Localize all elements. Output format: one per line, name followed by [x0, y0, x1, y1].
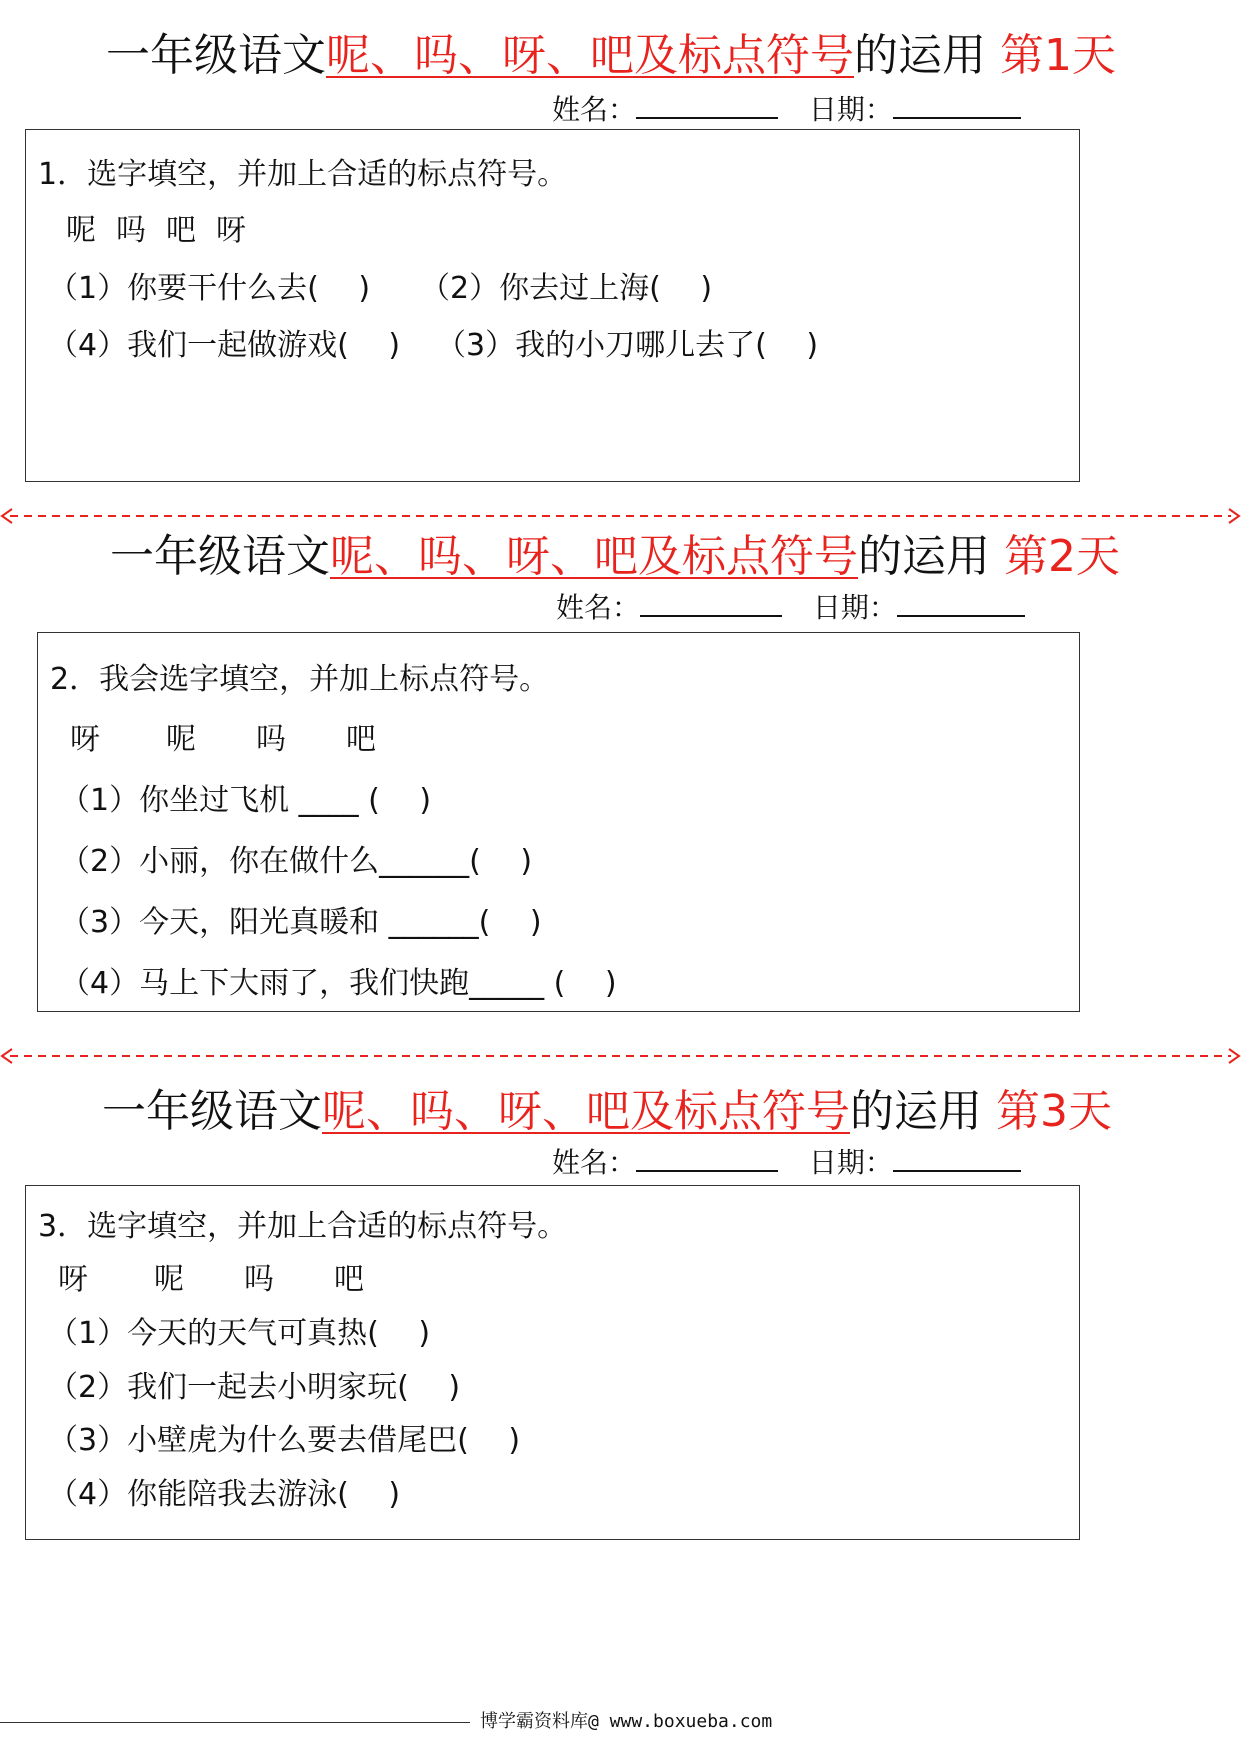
- word-choice: 呀: [70, 722, 100, 757]
- date-field[interactable]: [893, 1169, 1021, 1172]
- name-label: 姓名：: [552, 93, 637, 126]
- exercise-item: （2）你去过上海( ): [420, 271, 713, 306]
- word-choices: [58, 1260, 364, 1300]
- exercise-item: （4）我们一起做游戏( ): [48, 328, 401, 363]
- name-label: 姓名：: [552, 1146, 637, 1179]
- exercise-item: （3）我的小刀哪儿去了( ): [436, 328, 819, 363]
- date-field[interactable]: [893, 116, 1021, 119]
- exercise-item: （1）你坐过飞机 ____ ( ): [60, 783, 432, 818]
- title-day: 第3天: [996, 1086, 1112, 1137]
- word-choice: 吗: [256, 722, 286, 757]
- question-heading: 3．选字填空，并加上合适的标点符号。: [38, 1209, 568, 1244]
- footer-rule-left: [0, 1722, 470, 1723]
- title-suffix: 的运用: [858, 531, 990, 582]
- exercise-item: （1）你要干什么去( ): [48, 271, 371, 306]
- word-choices: [66, 211, 246, 251]
- name-date-row: [552, 1145, 1021, 1181]
- exercise-item: （3）小壁虎为什么要去借尾巴( ): [48, 1423, 521, 1458]
- word-choice: 呢: [154, 1262, 184, 1297]
- worksheet-title-day3: [0, 1082, 1241, 1142]
- title-topic: 呢、吗、呀、吧及标点符号: [326, 30, 854, 81]
- title-topic: 呢、吗、呀、吧及标点符号: [330, 531, 858, 582]
- name-field[interactable]: [636, 1169, 778, 1172]
- footer: [0, 1711, 1241, 1746]
- title-suffix: 的运用: [854, 30, 986, 81]
- exercise-item: （4）马上下大雨了，我们快跑_____ ( ): [60, 966, 617, 1001]
- word-choice: 呀: [216, 213, 246, 248]
- question-heading: 2．我会选字填空，并加上标点符号。: [50, 662, 550, 697]
- title-day: 第1天: [1000, 30, 1116, 81]
- name-field[interactable]: [636, 116, 778, 119]
- date-field[interactable]: [897, 614, 1025, 617]
- word-choice: 呢: [166, 722, 196, 757]
- name-label: 姓名：: [556, 591, 641, 624]
- footer-text: 博学霸资料库@ www.boxueba.com: [480, 1711, 773, 1732]
- cut-line-separator: [0, 506, 1241, 526]
- worksheet-title-day1: [0, 26, 1241, 86]
- word-choice: 吗: [116, 213, 146, 248]
- title-suffix: 的运用: [850, 1086, 982, 1137]
- word-choice: 吧: [346, 722, 376, 757]
- word-choice: 吧: [166, 213, 196, 248]
- date-label: 日期：: [808, 93, 893, 126]
- name-field[interactable]: [640, 614, 782, 617]
- cut-line-separator: [0, 1046, 1241, 1066]
- name-date-row: [552, 92, 1021, 128]
- title-prefix: 一年级语文: [102, 1086, 322, 1137]
- word-choices: [70, 720, 376, 760]
- word-choice: 吧: [334, 1262, 364, 1297]
- title-prefix: 一年级语文: [110, 531, 330, 582]
- word-choice: 呢: [66, 213, 96, 248]
- question-heading: 1．选字填空，并加上合适的标点符号。: [38, 157, 568, 192]
- word-choice: 呀: [58, 1262, 88, 1297]
- exercise-item: （1）今天的天气可真热( ): [48, 1316, 431, 1351]
- worksheet-title-day2: [0, 527, 1241, 587]
- name-date-row: [556, 590, 1025, 626]
- word-choice: 吗: [244, 1262, 274, 1297]
- date-label: 日期：: [808, 1146, 893, 1179]
- title-prefix: 一年级语文: [106, 30, 326, 81]
- title-topic: 呢、吗、呀、吧及标点符号: [322, 1086, 850, 1137]
- exercise-item: （4）你能陪我去游泳( ): [48, 1477, 401, 1512]
- exercise-item: （3）今天，阳光真暖和 ______( ): [60, 905, 542, 940]
- exercise-item: （2）小丽，你在做什么______( ): [60, 844, 533, 879]
- date-label: 日期：: [812, 591, 897, 624]
- exercise-item: （2）我们一起去小明家玩( ): [48, 1370, 461, 1405]
- title-day: 第2天: [1004, 531, 1120, 582]
